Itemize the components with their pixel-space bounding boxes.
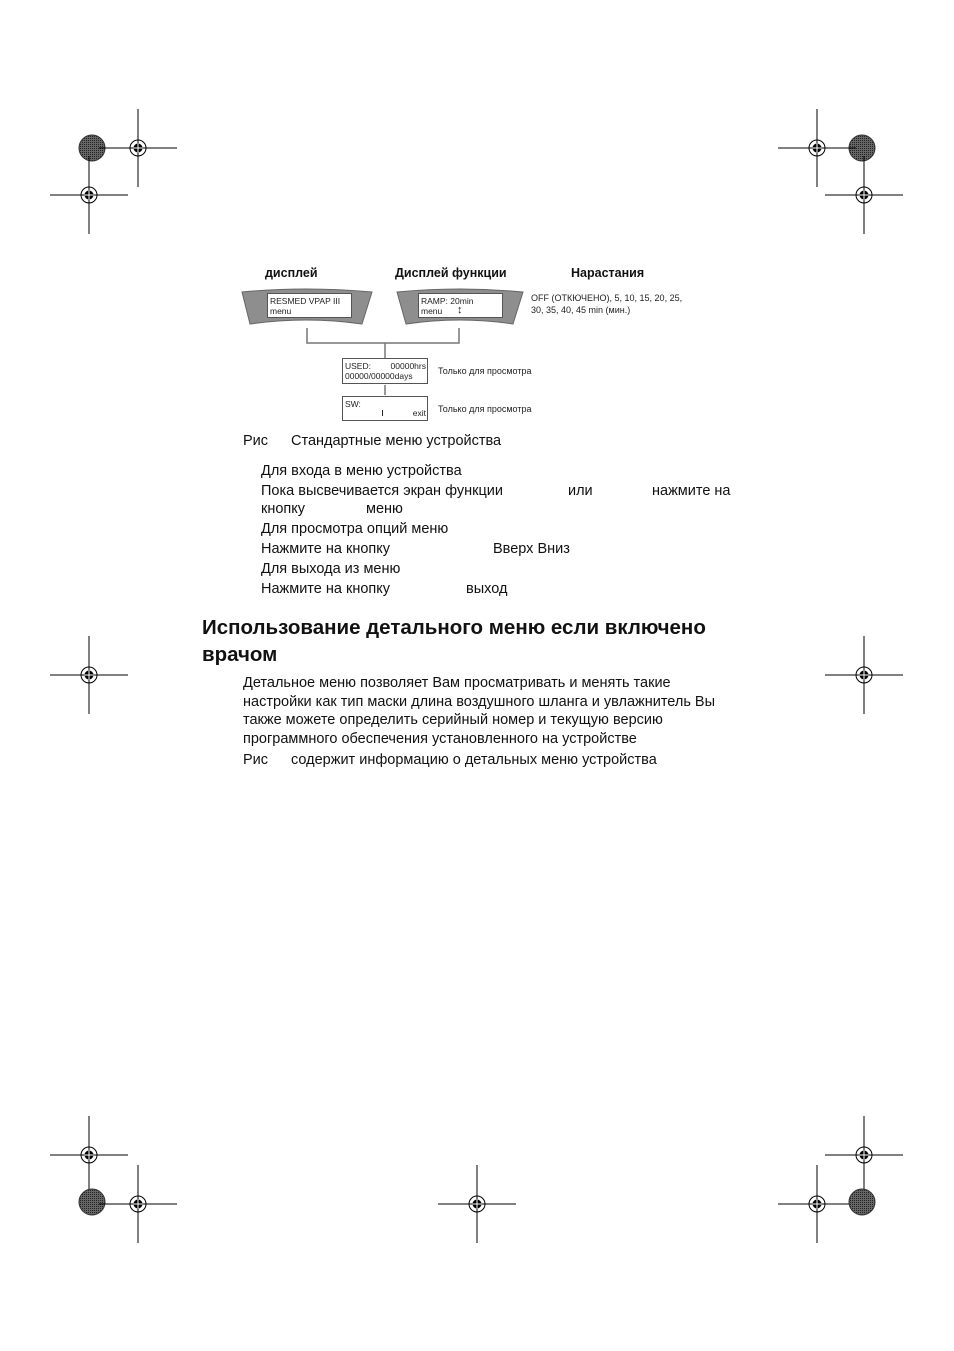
crosshair-mark — [99, 1165, 177, 1243]
instruction-word: Вверх Вниз — [493, 541, 570, 557]
paragraph-line: настройки как тип маски длина воздушного шланга и увлажнитель Вы — [243, 693, 716, 710]
crosshair-mark — [50, 156, 128, 234]
lcd-line: 00000hrs — [390, 361, 426, 371]
instruction-word: или — [568, 483, 593, 499]
starburst-mark — [849, 1189, 875, 1215]
lcd-line: RESMED VPAP III — [270, 296, 341, 306]
section-heading-line: врачом — [202, 643, 278, 666]
column-heading-display: дисплей — [265, 266, 318, 280]
crosshair-mark — [825, 636, 903, 714]
paragraph-line: также можете определить серийный номер и текущую версию — [243, 712, 663, 728]
crosshair-mark — [50, 1116, 128, 1194]
instruction-word: выход — [466, 581, 508, 597]
figure-ref-text: содержит информацию о детальных меню устройства — [291, 752, 657, 768]
figure-caption-prefix: Рис — [243, 433, 269, 449]
instruction-line: Нажмите на кнопку — [261, 541, 390, 557]
crosshair-mark — [825, 1116, 903, 1194]
instruction-line: Пока высвечивается экран функции — [261, 483, 503, 499]
lcd-line: exit — [412, 408, 426, 418]
crosshair-mark — [99, 109, 177, 187]
crosshair-mark — [778, 1165, 856, 1243]
instruction-word: меню — [366, 501, 403, 517]
cursor-mark — [382, 410, 383, 416]
instruction-line: Нажмите на кнопку — [261, 581, 390, 597]
lcd-sw-display — [342, 396, 428, 421]
section-heading — [202, 614, 706, 668]
crosshair-mark — [778, 109, 856, 187]
connector-line — [307, 328, 459, 343]
section-heading-line: Использование детального меню если включено — [202, 616, 706, 639]
lcd-ramp-display — [418, 293, 503, 318]
lcd-line: menu — [270, 306, 292, 316]
lcd-line: RAMP: 20min — [421, 296, 474, 306]
section-paragraph — [243, 674, 715, 748]
view-only-note: Только для просмотра — [438, 366, 532, 376]
column-heading-ramp: Нарастания — [571, 266, 645, 280]
ramp-options — [531, 292, 682, 316]
lcd-line: menu — [421, 306, 443, 316]
lcd-main-display — [267, 293, 352, 318]
ramp-options-line: OFF (ОТКЮЧЕНО), 5, 10, 15, 20, 25, — [531, 293, 683, 303]
figure-caption: Стандартные меню устройства — [291, 433, 502, 449]
crosshair-mark — [50, 636, 128, 714]
instruction-word: нажмите на — [652, 483, 731, 499]
paragraph-line: Детальное меню позволяет Вам просматривать и менять такие — [243, 675, 671, 691]
instruction-line: кнопку — [261, 501, 306, 517]
lcd-line: USED: — [345, 361, 371, 371]
instruction-line: Для выхода из меню — [261, 561, 401, 577]
crosshair-mark — [438, 1165, 516, 1243]
paragraph-line: программного обеспечения установленного на устройстве — [243, 730, 637, 747]
lcd-used-display — [342, 358, 428, 384]
view-only-note: Только для просмотра — [438, 404, 532, 414]
crosshair-mark — [825, 156, 903, 234]
lcd-line: SW: — [345, 399, 361, 409]
ramp-options-line: 30, 35, 40, 45 min (мин.) — [531, 305, 631, 315]
instruction-line: Для входа в меню устройства — [261, 463, 462, 479]
starburst-mark — [79, 1189, 105, 1215]
column-heading-function: Дисплей функции — [395, 266, 507, 280]
figure-ref-prefix: Рис — [243, 752, 269, 768]
up-down-arrow-icon: ↕ — [457, 304, 463, 316]
instruction-line: Для просмотра опций меню — [261, 521, 449, 537]
lcd-line: 00000/00000days — [345, 371, 413, 381]
